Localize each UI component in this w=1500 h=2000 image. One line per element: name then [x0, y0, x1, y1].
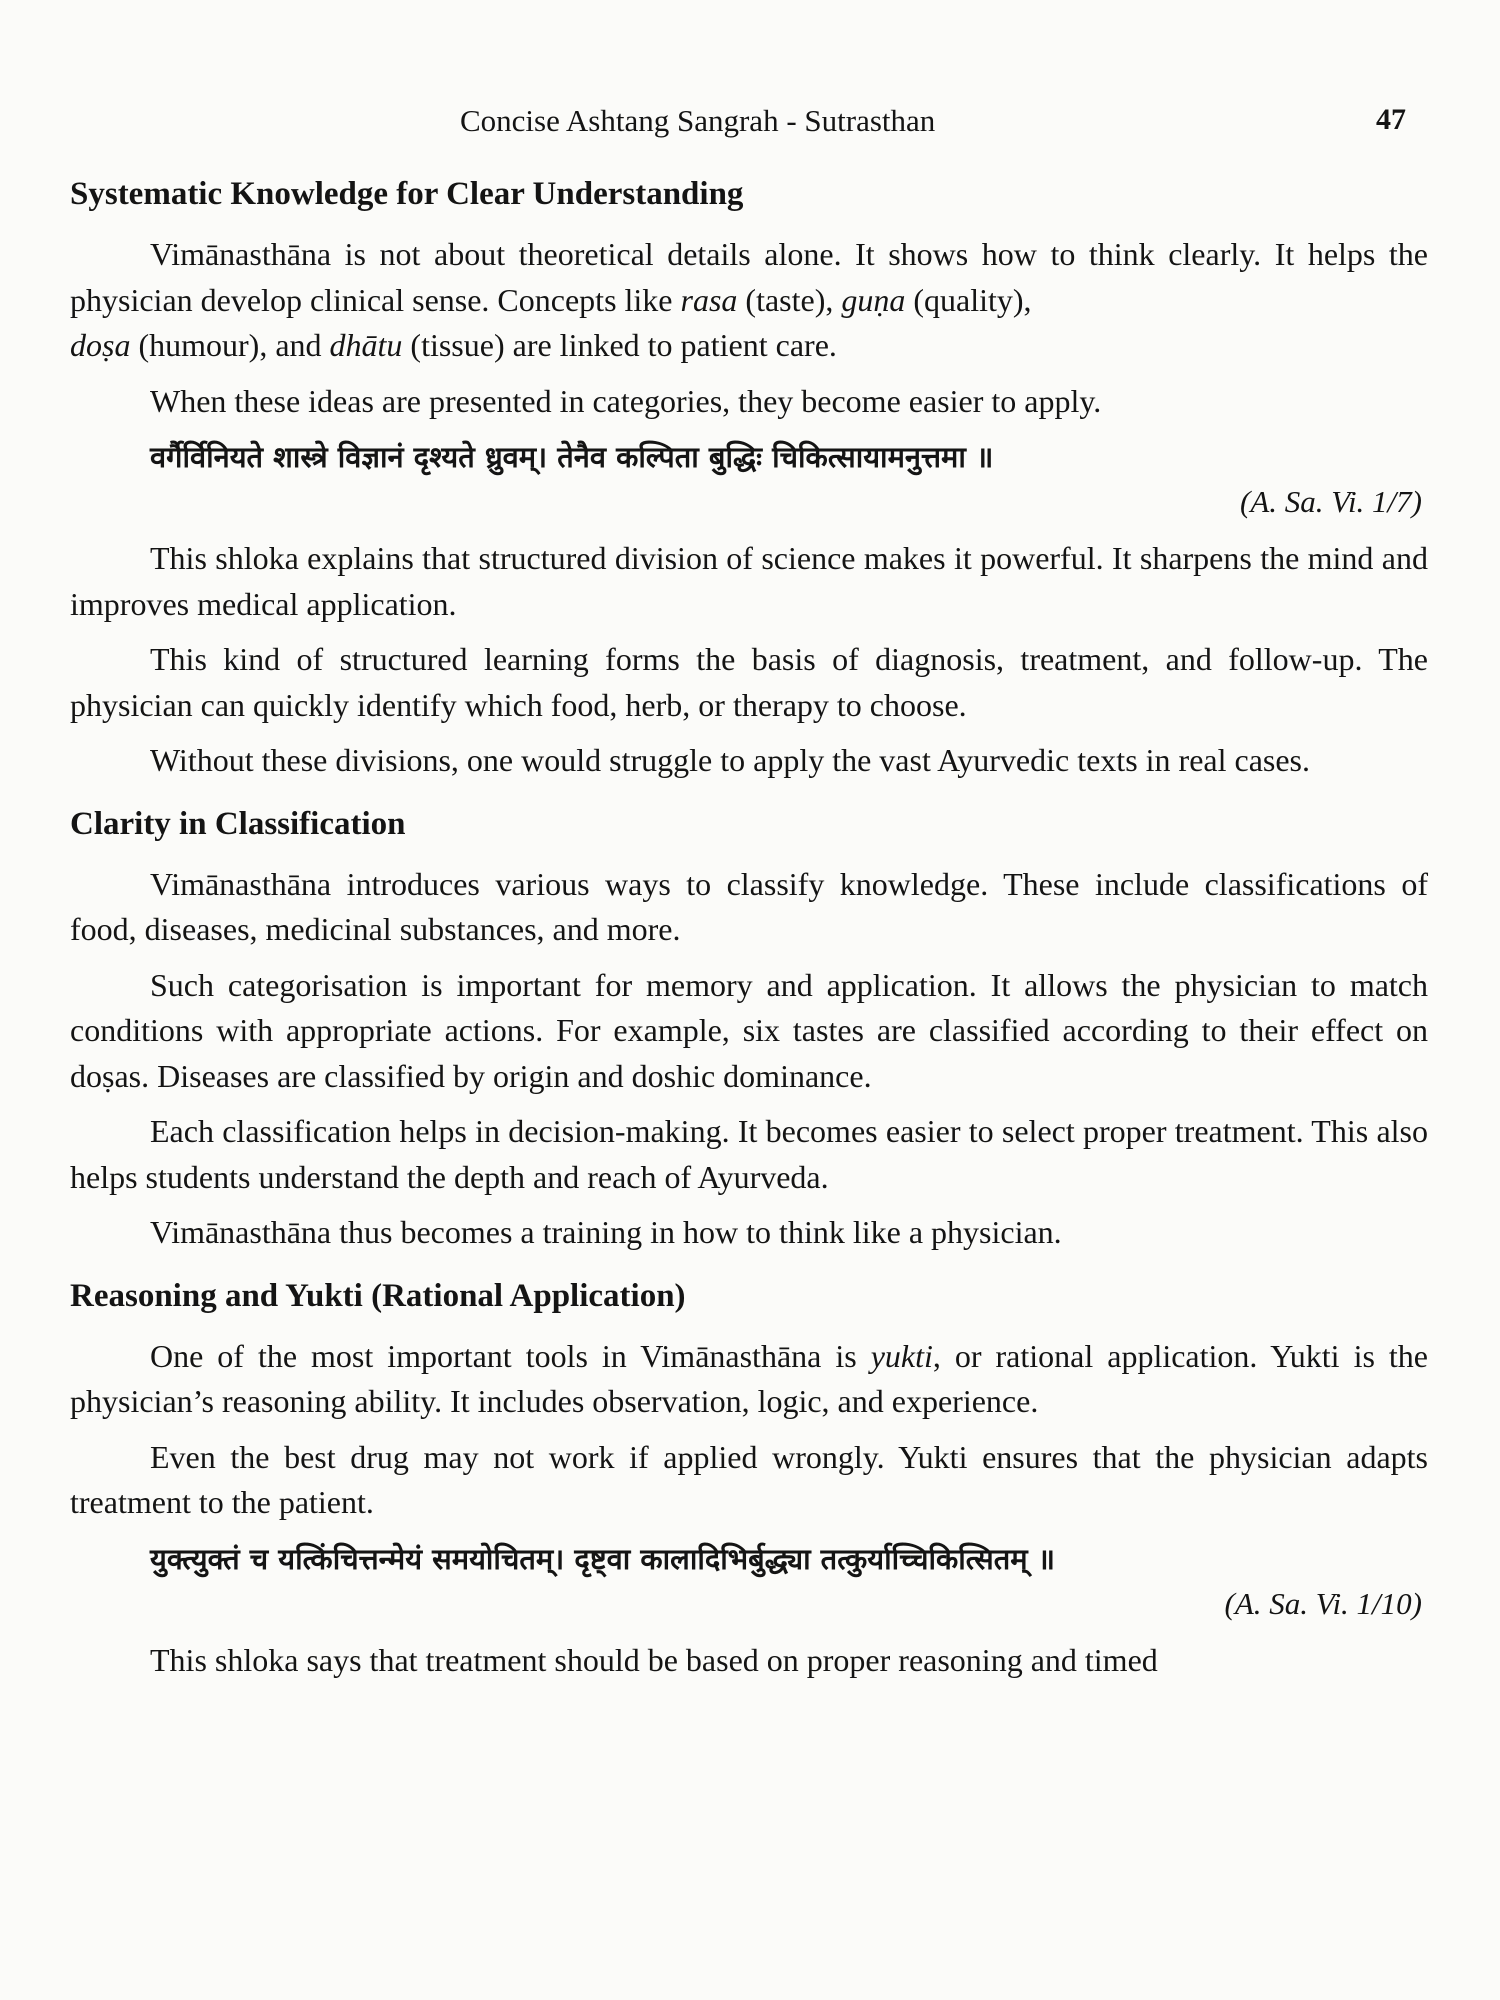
text-run: , or rational application. Yukti is the physician’s reasoning ability. It includes observation, logic, and experience.	[70, 1337, 1429, 1419]
text-run: (quality),	[905, 281, 1032, 318]
paragraph: Vimānasthāna introduces various ways to classify knowledge. These include classifications of food, diseases, medicinal substances, and more.	[70, 865, 1428, 947]
paragraph: Even the best drug may not work if applied wrongly. Yukti ensures that the physician adapts treatment to the patient.	[70, 1438, 1428, 1520]
text-run: Vimānasthāna is not about theoretical details alone. It shows how to think clearly. It helps the physician develop clinical sense. Concepts like	[70, 236, 1428, 318]
term-guna: guṇa	[841, 281, 906, 318]
text-run: (taste),	[737, 281, 842, 318]
text-run: One of the most important tools in Vimānasthāna is	[150, 1337, 871, 1374]
paragraph: When these ideas are presented in categories, they become easier to apply.	[150, 382, 1102, 419]
paragraph: This shloka says that treatment should be based on proper reasoning and timed	[150, 1641, 1158, 1678]
shloka-reference: (A. Sa. Vi. 1/7)	[1240, 484, 1422, 519]
section-heading: Reasoning and Yukti (Rational Application)	[70, 1277, 686, 1314]
paragraph: Vimānasthāna thus becomes a training in how to think like a physician.	[150, 1214, 1062, 1250]
page-body	[70, 172, 1428, 1693]
section-clarity-classification	[70, 802, 1428, 1256]
sanskrit-shloka: युक्त्युक्तं च यत्किंचित्तन्मेयं समयोचितम्। दृष्ट्वा कालादिभिर्बुद्ध्या तत्कुर्याच्चिकित्सितम् ॥	[150, 1541, 1056, 1576]
sanskrit-shloka: वर्गैर्विनियते शास्त्रे विज्ञानं दृश्यते ध्रुवम्। तेनैव कल्पिता बुद्धिः चिकित्सायामनुत्तमा ॥	[150, 440, 994, 474]
text-run: (humour), and	[130, 327, 330, 363]
section-systematic-knowledge	[70, 172, 1428, 784]
paragraph	[70, 1334, 1428, 1425]
shloka-reference: (A. Sa. Vi. 1/10)	[1224, 1585, 1422, 1621]
section-heading: Systematic Knowledge for Clear Understanding	[70, 176, 744, 212]
term-yukti: yukti	[870, 1337, 933, 1374]
text-run: (tissue) are linked to patient care.	[402, 327, 837, 363]
term-rasa: rasa	[680, 281, 738, 318]
paragraph: This kind of structured learning forms the basis of diagnosis, treatment, and follow-up. The physician can quickly identify which food, herb, or therapy to choose.	[70, 641, 1428, 723]
paragraph: Each classification helps in decision-making. It becomes easier to select proper treatment. This also helps students understand the depth and reach of Ayurveda.	[70, 1113, 1428, 1195]
running-header	[0, 103, 1500, 147]
paragraph	[70, 232, 1428, 369]
term-dhatu: dhātu	[329, 327, 403, 363]
section-reasoning-yukti	[70, 1274, 1428, 1684]
header-title: Concise Ashtang Sangrah - Sutrasthan	[460, 103, 936, 138]
paragraph: Such categorisation is important for memory and application. It allows the physician to match conditions with appropriate actions. For example, six tastes are classified according to their effect on doṣas. Diseases are classified by origin and doshic dominance.	[70, 966, 1428, 1094]
paragraph: Without these divisions, one would struggle to apply the vast Ayurvedic texts in real cases.	[150, 742, 1310, 778]
page-number: 47	[1376, 103, 1406, 136]
term-dosa: doṣa	[70, 327, 131, 363]
section-heading: Clarity in Classification	[70, 805, 406, 842]
paragraph: This shloka explains that structured division of science makes it powerful. It sharpens the mind and improves medical application.	[70, 540, 1428, 622]
